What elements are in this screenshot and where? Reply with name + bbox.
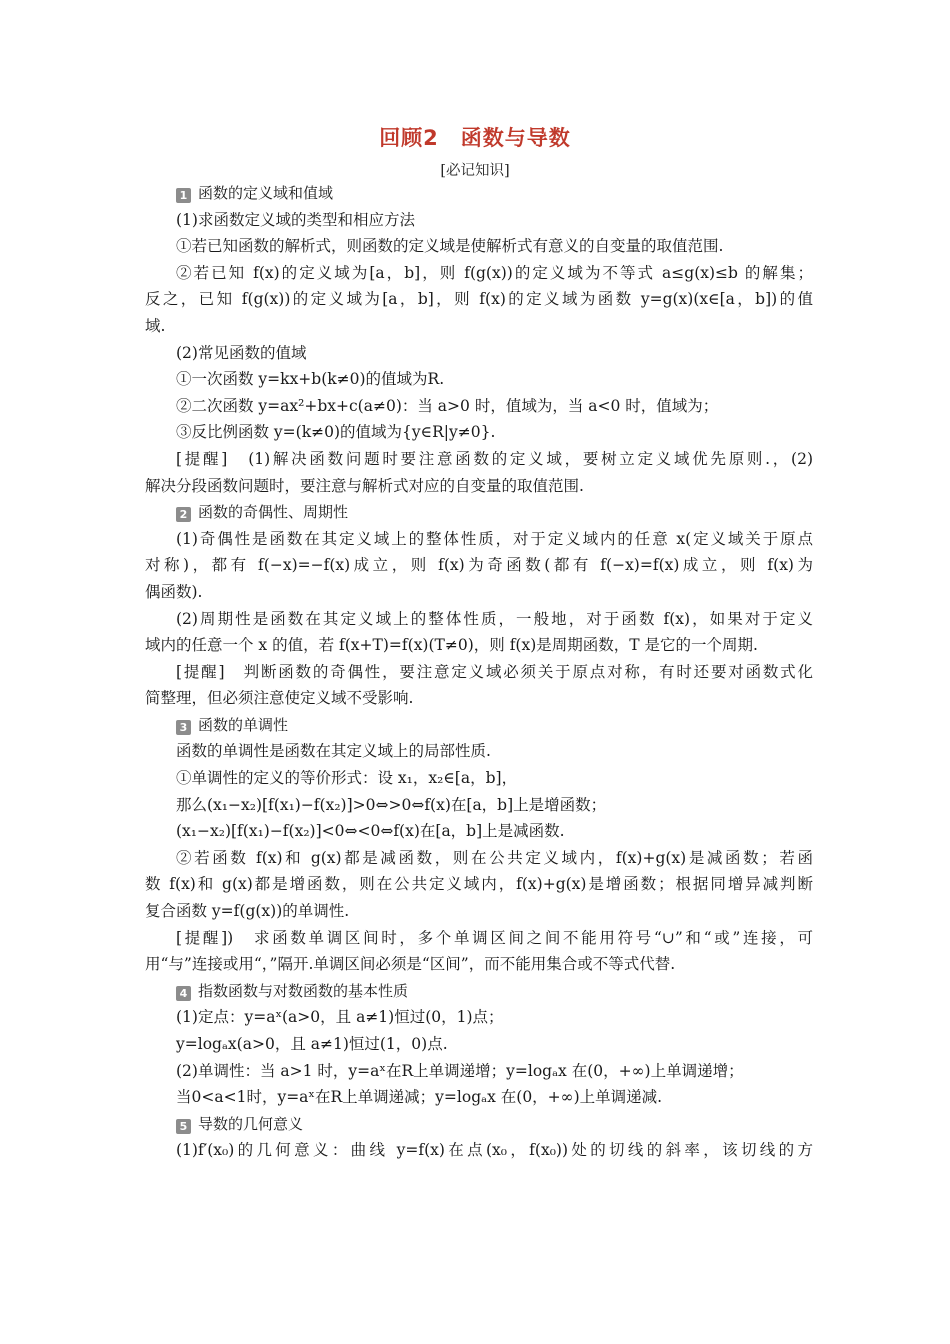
text-line: ②若已知 f(x)的定义域为[a，b]，则 f(g(x))的定义域为不等式 a≤g(x)≤b 的解集； <box>176 263 813 282</box>
text-line: 反之，已知 f(g(x))的定义域为[a，b]，则 f(x)的定义域为函数 y=g(x)(x∈[a，b])的值 <box>145 290 813 309</box>
section-number-badge: 4 <box>176 986 191 1001</box>
text-line: 函数的单调性是函数在其定义域上的局部性质. <box>176 742 491 761</box>
text-line: 域内的任意一个 x 的值，若 f(x+T)=f(x)(T≠0)，则 f(x)是周期函数，T 是它的一个周期. <box>145 636 758 655</box>
section-label: [必记知识] <box>440 163 510 179</box>
section-heading-text: 函数的奇偶性、周期性 <box>198 503 349 522</box>
text-line: ②二次函数 y=ax²+bx+c(a≠0)：当 a>0 时，值域为，当 a<0 时，值域为； <box>176 396 719 415</box>
text-line: 域. <box>145 316 166 335</box>
document-body <box>145 180 813 1164</box>
text-line: 偶函数). <box>145 582 203 601</box>
text-line: ①单调性的定义的等价形式：设 x₁，x₂∈[a，b]， <box>176 769 518 788</box>
section-heading <box>145 978 813 1005</box>
text-line: 解决分段函数问题时，要注意与解析式对应的自变量的取值范围. <box>145 476 584 495</box>
section-heading-text: 指数函数与对数函数的基本性质 <box>198 981 409 1000</box>
text-line: ③反比例函数 y=(k≠0)的值域为{y∈R|y≠0}. <box>176 423 496 442</box>
section-heading-text: 函数的单调性 <box>198 715 289 734</box>
text-line: [提醒] (1)解决函数问题时要注意函数的定义域，要树立定义域优先原则.，(2) <box>176 449 813 468</box>
text-line: (1)定点：y=aˣ(a>0，且 a≠1)恒过(0，1)点； <box>176 1008 504 1027</box>
text-line: (1)f′(x₀)的几何意义：曲线 y=f(x)在点(x₀，f(x₀))处的切线的斜率，该切线的方 <box>176 1141 813 1160</box>
section-number-badge: 1 <box>176 188 191 203</box>
text-line: (2)常见函数的值域 <box>176 343 307 362</box>
section-number-badge: 3 <box>176 720 191 735</box>
text-line: (2)单调性：当 a>1 时，y=aˣ在R上单调递增；y=logₐx 在(0，+∞)上单调递增； <box>176 1061 744 1080</box>
text-line: (2)周期性是函数在其定义域上的整体性质，一般地，对于函数 f(x)，如果对于定义 <box>176 609 813 628</box>
text-line: (1)求函数定义域的类型和相应方法 <box>176 210 415 229</box>
section-heading-text: 函数的定义域和值域 <box>198 184 334 202</box>
section-number-badge: 2 <box>176 507 191 522</box>
text-line: ①若已知函数的解析式，则函数的定义域是使解析式有意义的自变量的取值范围. <box>176 237 724 256</box>
document-title: 回顾2 函数与导数 <box>379 126 571 150</box>
text-line: [提醒] 判断函数的奇偶性，要注意定义域必须关于原点对称，有时还要对函数式化 <box>176 662 813 681</box>
text-line: 对称)，都有 f(−x)=−f(x)成立，则 f(x)为奇函数(都有 f(−x)=f(x)成立，则 f(x)为 <box>145 556 813 575</box>
text-line: 简整理，但必须注意使定义域不受影响. <box>145 689 414 708</box>
section-heading <box>145 712 813 739</box>
text-line: y=logₐx(a>0，且 a≠1)恒过(1，0)点. <box>176 1035 448 1053</box>
section-heading <box>145 499 813 526</box>
text-line: [提醒]) 求函数单调区间时，多个单调区间之间不能用符号“∪”和“或”连接，可 <box>176 928 813 947</box>
text-line: ②若函数 f(x)和 g(x)都是减函数，则在公共定义域内，f(x)+g(x)是减函数；若函 <box>176 848 813 867</box>
section-heading-text: 导数的几何意义 <box>198 1114 304 1133</box>
text-line: 复合函数 y=f(g(x))的单调性. <box>145 902 350 921</box>
section-number-badge: 5 <box>176 1119 191 1134</box>
text-line: 那么(x₁−x₂)[f(x₁)−f(x₂)]>0⇔>0⇔f(x)在[a，b]上是增函数； <box>176 795 607 814</box>
text-line: 数 f(x)和 g(x)都是增函数，则在公共定义域内，f(x)+g(x)是增函数；根据同增异减判断 <box>145 875 813 894</box>
section-heading <box>145 180 813 207</box>
text-line: 用“与”连接或用“，”隔开.单调区间必须是“区间”，而不能用集合或不等式代替. <box>145 955 676 974</box>
section-heading <box>145 1111 813 1138</box>
text-line: ①一次函数 y=kx+b(k≠0)的值域为R. <box>176 370 445 389</box>
text-line: 当0<a<1时，y=aˣ在R上单调递减；y=logₐx 在(0，+∞)上单调递减. <box>176 1088 663 1107</box>
text-line: (x₁−x₂)[f(x₁)−f(x₂)]<0⇔<0⇔f(x)在[a，b]上是减函数. <box>176 822 565 841</box>
text-line: (1)奇偶性是函数在其定义域上的整体性质，对于定义域内的任意 x(定义域关于原点 <box>176 529 813 548</box>
